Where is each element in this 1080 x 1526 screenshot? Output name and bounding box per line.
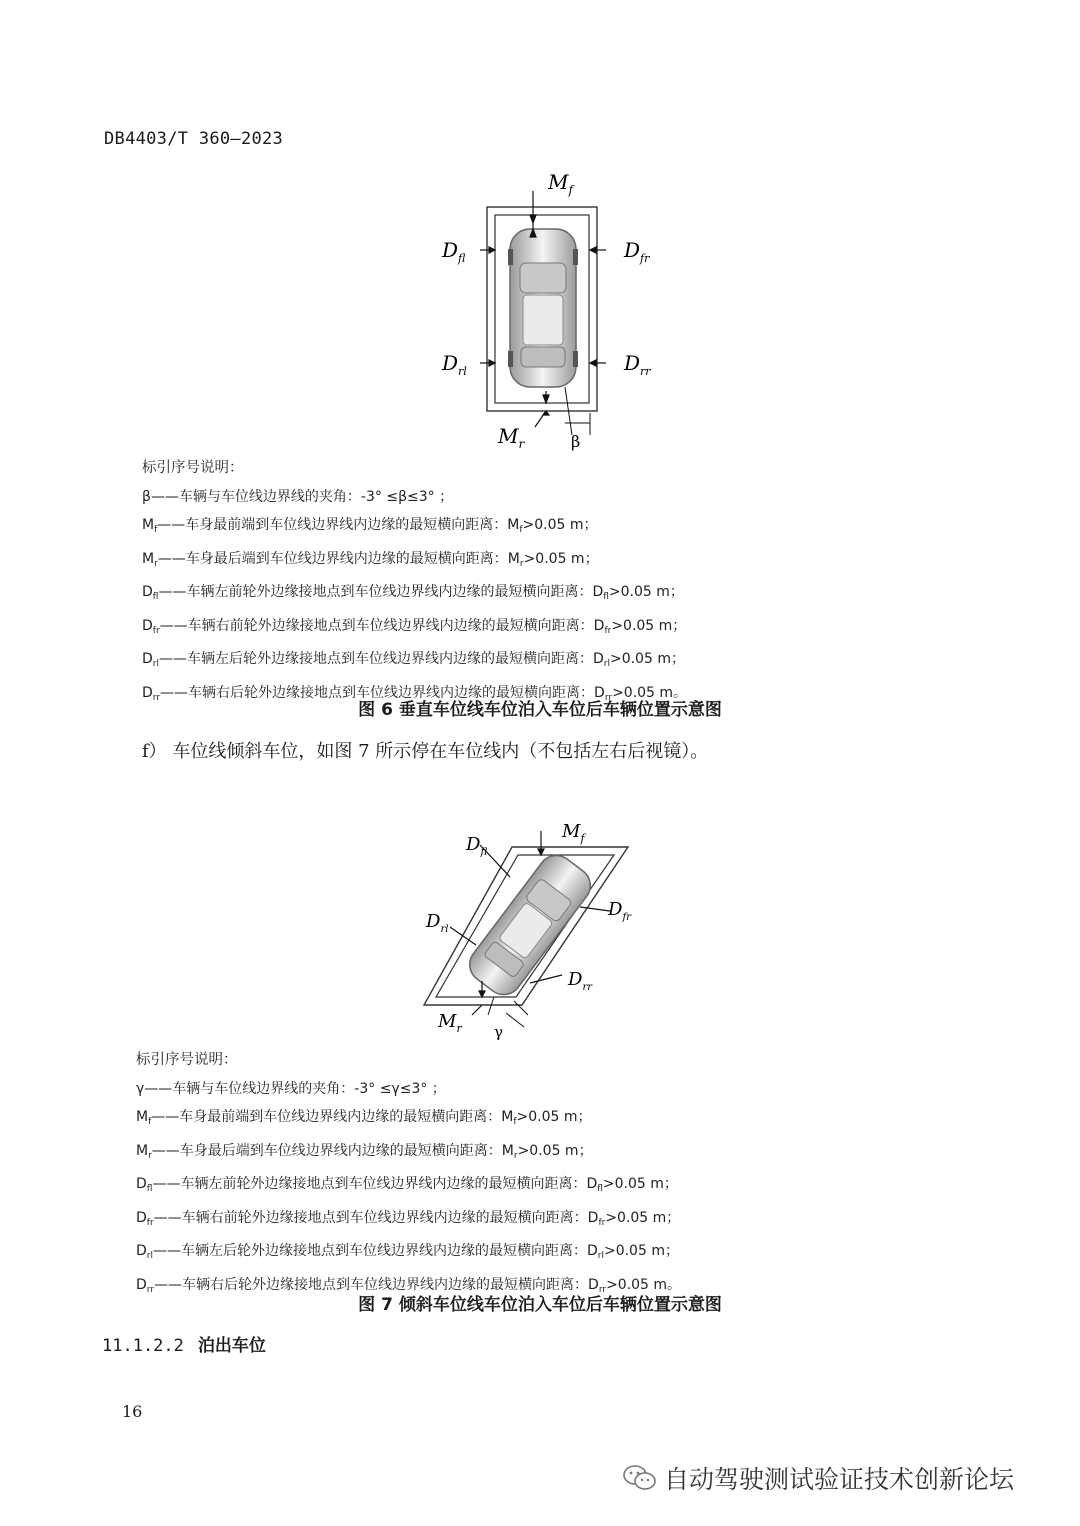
figure-6-svg: [420, 165, 680, 455]
label-dfl: $D_{fl}$: [466, 834, 488, 858]
watermark-text: 自动驾驶测试验证技术创新论坛: [664, 1465, 1015, 1494]
document-code: DB4403/T 360—2023: [104, 129, 284, 149]
label-drr: $D_{rr}$: [568, 969, 592, 993]
drr-leader: [530, 975, 562, 983]
drl-leader: [450, 927, 476, 945]
body-paragraph: f） 车位线倾斜车位，如图 7 所示停在车位线内（不包括左右后视镜）。: [142, 741, 709, 762]
dfr-leader: [580, 907, 610, 911]
figure-7-caption: 图 7 倾斜车位线车位泊入车位后车辆位置示意图: [358, 1295, 722, 1315]
section-number: 11.1.2.2: [102, 1336, 184, 1356]
legend-item: $M_f——$车身最前端到车位线边界线内边缘的最短横向距离：$M_f>0.05$ m；: [142, 517, 598, 535]
figure-7-diagram: [410, 815, 660, 1045]
page-number: 16: [122, 1402, 143, 1421]
label-mr: $M_r$: [498, 424, 525, 451]
label-dfl: $D_{fl}$: [442, 238, 466, 265]
label-dfr: $D_{fr}$: [608, 899, 631, 923]
label-mr: $M_r$: [438, 1011, 462, 1035]
label-drr: $D_{rr}$: [624, 351, 651, 378]
label-gamma: γ: [494, 1023, 503, 1041]
legend-item: $D_{fl}——$车辆左前轮外边缘接地点到车位线边界线内边缘的最短横向距离：$D_{fl}>0.05$ m；: [142, 584, 684, 602]
figure-6-diagram: [420, 165, 680, 455]
figure-6-caption: 图 6 垂直车位线车位泊入车位后车辆位置示意图: [358, 700, 722, 720]
legend-item: $D_{fr}——$车辆右前轮外边缘接地点到车位线边界线内边缘的最短横向距离：$D_{fr}>0.05$ m；: [142, 617, 687, 636]
section-title: 泊出车位: [197, 1336, 266, 1356]
label-beta: β: [571, 432, 581, 451]
label-dfr: $D_{fr}$: [624, 238, 650, 265]
car-top-view: [508, 229, 578, 387]
legend-item: $M_f——$车身最前端到车位线边界线内边缘的最短横向距离：$M_f>0.05$ m；: [136, 1109, 592, 1127]
legend-item: $D_{fr}——$车辆右前轮外边缘接地点到车位线边界线内边缘的最短横向距离：$D_{fr}>0.05$ m；: [136, 1209, 681, 1228]
figure-7-svg: [410, 815, 660, 1045]
label-drl: $D_{rl}$: [426, 911, 449, 935]
legend-item: $D_{rl}——$车辆左后轮外边缘接地点到车位线边界线内边缘的最短横向距离：$D_{rl}>0.05$ m；: [142, 651, 685, 669]
legend-item: $D_{rl}——$车辆左后轮外边缘接地点到车位线边界线内边缘的最短横向距离：$D_{rl}>0.05$ m；: [136, 1243, 679, 1261]
figure-6-legend: [142, 454, 687, 712]
legend-item: β——车辆与车位线边界线的夹角：-3° ≤β≤3° ；: [142, 488, 454, 505]
watermark: [622, 1460, 1014, 1496]
legend-title: 标引序号说明：: [142, 460, 244, 476]
label-mf: $M_f$: [562, 821, 585, 845]
label-drl: $D_{rl}$: [442, 351, 467, 378]
figure-7-legend: [136, 1046, 681, 1304]
legend-item: γ——车辆与车位线边界线的夹角：-3° ≤γ≤3° ；: [136, 1080, 446, 1097]
label-mf: $M_f$: [548, 170, 573, 197]
legend-item: $M_r——$车身最后端到车位线边界线内边缘的最短横向距离：$M_r>0.05$ m；: [136, 1142, 593, 1161]
section-heading: [102, 1331, 266, 1356]
legend-item: $D_{rr}——$车辆右后轮外边缘接地点到车位线边界线内边缘的最短横向距离：$D_{rr}>0.05$ m。: [136, 1276, 682, 1295]
legend-item: $D_{rr}——$车辆右后轮外边缘接地点到车位线边界线内边缘的最短横向距离：$D_{rr}>0.05$ m。: [142, 684, 688, 703]
legend-item: $M_r——$车身最后端到车位线边界线内边缘的最短横向距离：$M_r>0.05$ m；: [142, 550, 599, 569]
wechat-icon: [622, 1463, 658, 1493]
legend-item: $D_{fl}——$车辆左前轮外边缘接地点到车位线边界线内边缘的最短横向距离：$D_{fl}>0.05$ m；: [136, 1176, 678, 1194]
legend-title: 标引序号说明：: [136, 1052, 238, 1068]
